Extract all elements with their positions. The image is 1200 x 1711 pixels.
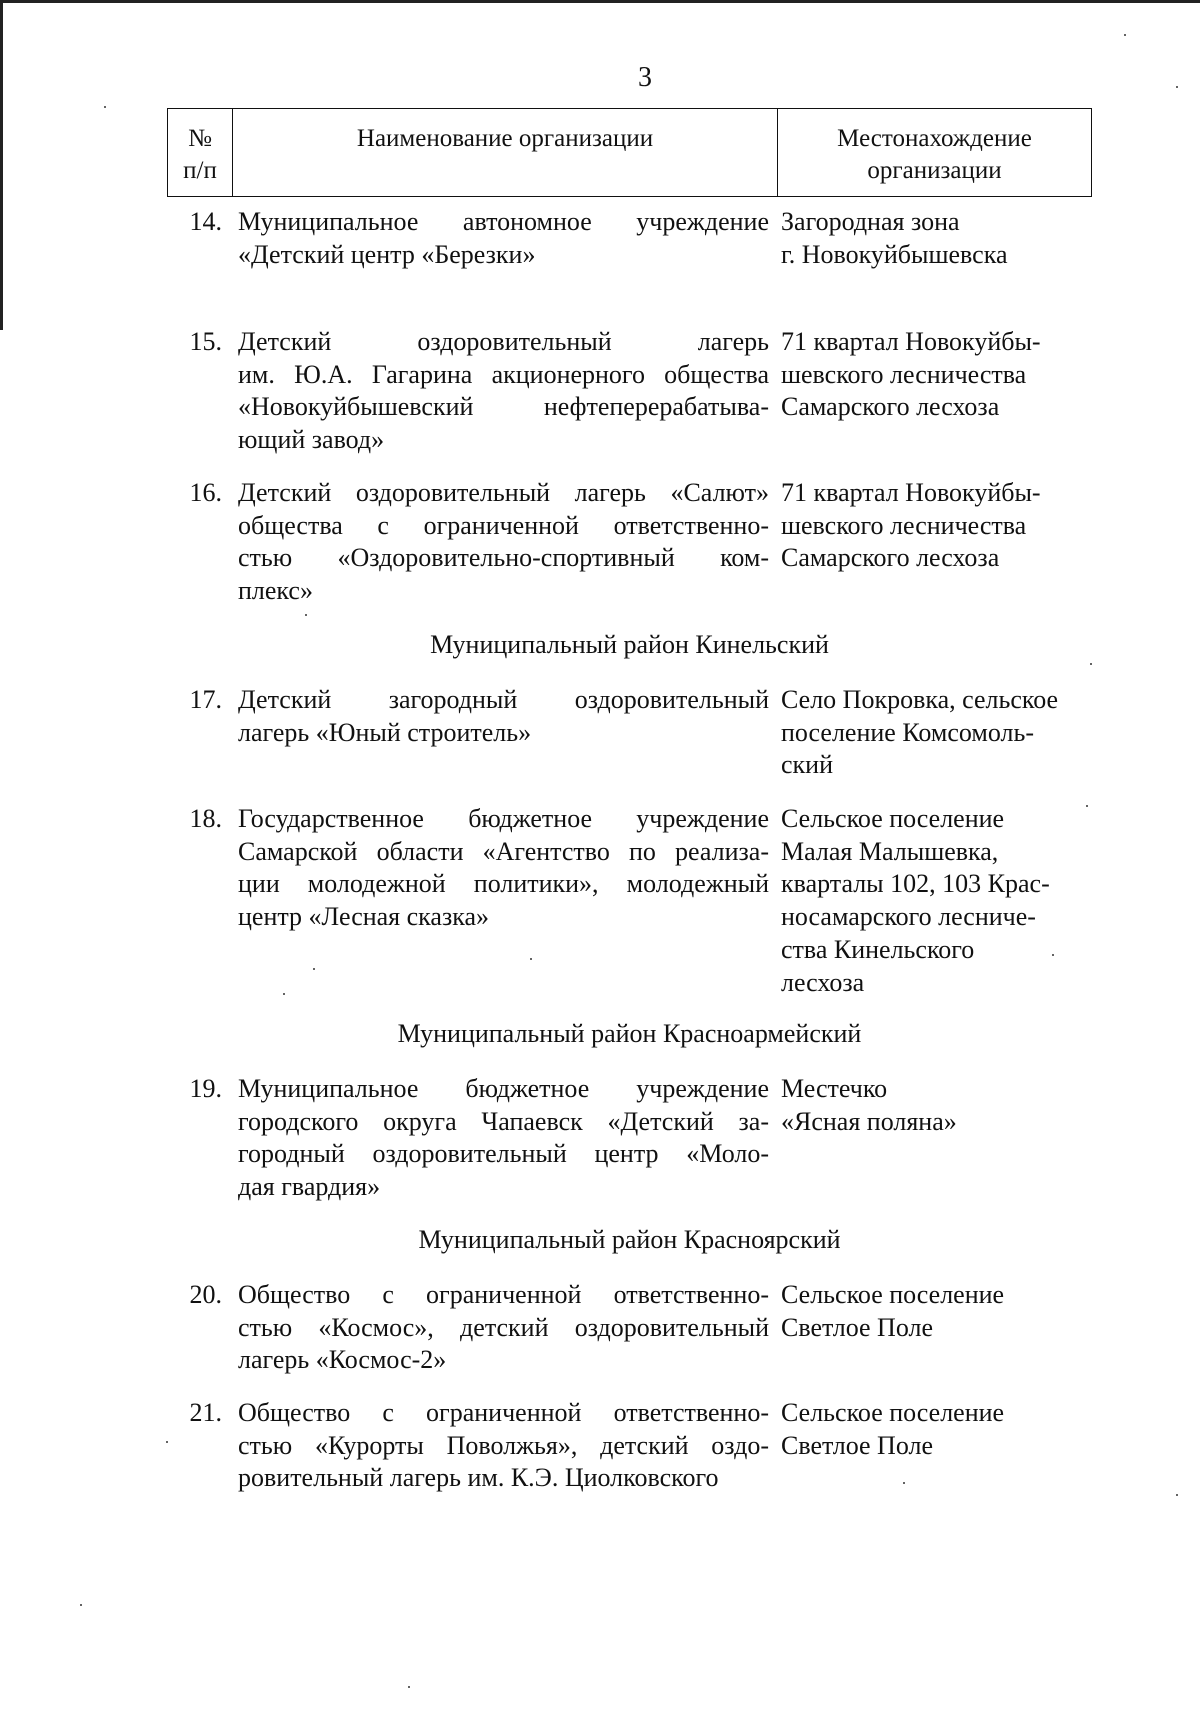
row-organization-name <box>232 684 777 782</box>
name-line: Общество с ограниченной ответственно- <box>238 1398 769 1427</box>
header-location-column <box>778 109 1091 196</box>
scan-edge-left <box>0 0 3 330</box>
name-line: ровительный лагерь им. К.Э. Циолковского <box>238 1463 719 1493</box>
name-line: лагерь «Юный строитель» <box>238 717 532 747</box>
row-organization-name <box>232 477 777 608</box>
row-location <box>777 684 1092 782</box>
scan-edge-top <box>0 0 1200 3</box>
name-line: Самарской области «Агентство по реализа- <box>238 836 769 866</box>
location-line: шевского лесничества <box>781 510 1027 540</box>
name-line: стью «Космос», детский оздоровительный <box>238 1312 769 1342</box>
table-row <box>167 1279 1092 1377</box>
row-location <box>777 477 1092 608</box>
table-row <box>167 1073 1092 1204</box>
row-location <box>777 1279 1092 1377</box>
row-location <box>777 206 1092 271</box>
name-line: общества с ограниченной ответственно- <box>238 510 769 540</box>
row-location <box>777 326 1092 457</box>
name-line: Общество с ограниченной ответственно- <box>238 1280 769 1309</box>
row-number: 15. <box>189 327 222 356</box>
scan-speck <box>1090 663 1092 665</box>
name-line: стью «Курорты Поволжья», детский оздо- <box>238 1430 769 1460</box>
row-organization-name <box>232 326 777 457</box>
table-row <box>167 684 1092 782</box>
location-line: Самарского лесхоза <box>781 543 1000 573</box>
name-line: стью «Оздоровительно-спортивный ком- <box>238 543 769 573</box>
name-line: плекс» <box>238 576 313 606</box>
name-line: Детский оздоровительный лагерь «Салют» <box>238 478 769 507</box>
row-number: 16. <box>189 478 222 507</box>
scan-speck <box>104 106 106 108</box>
scan-speck <box>313 968 315 970</box>
row-location <box>777 1073 1092 1204</box>
location-line: носамарского лесниче- <box>781 902 1036 932</box>
location-line: Малая Малышевка, <box>781 836 999 866</box>
header-number-column <box>168 109 233 196</box>
scan-speck <box>1052 954 1054 956</box>
name-line: дая гвардия» <box>238 1172 381 1202</box>
page-number: 3 <box>638 62 652 93</box>
scan-speck <box>305 614 307 616</box>
name-line: городского округа Чапаевск «Детский за- <box>238 1106 769 1136</box>
scan-speck <box>166 1441 168 1443</box>
location-line: лесхоза <box>781 967 865 997</box>
row-number: 21. <box>189 1398 222 1427</box>
table-row <box>167 477 1092 608</box>
location-line: Светлое Поле <box>781 1430 934 1460</box>
name-line: городный оздоровительный центр «Моло- <box>238 1139 769 1169</box>
table-header <box>167 108 1092 197</box>
location-line: Загородная зона <box>781 207 960 236</box>
location-line: ский <box>781 750 833 780</box>
section-heading: Муниципальный район Красноярский <box>418 1225 841 1254</box>
scan-speck <box>530 958 532 960</box>
name-line: центр «Лесная сказка» <box>238 902 490 932</box>
section-heading: Муниципальный район Красноармейский <box>397 1019 862 1048</box>
name-line: ции молодежной политики», молодежный <box>238 869 769 899</box>
row-number: 14. <box>189 207 222 236</box>
row-organization-name <box>232 206 777 271</box>
row-organization-name <box>232 1279 777 1377</box>
row-location <box>777 803 1092 999</box>
location-line: кварталы 102, 103 Крас- <box>781 869 1050 899</box>
scan-speck <box>1176 86 1178 88</box>
row-number: 20. <box>189 1280 222 1309</box>
name-line: Детский загородный оздоровительный <box>238 685 769 714</box>
scan-speck <box>1176 1494 1178 1496</box>
header-number-label: № <box>188 125 212 152</box>
location-line: поселение Комсомоль- <box>781 717 1034 747</box>
table-row <box>167 1397 1092 1495</box>
location-line: Село Покровка, сельское <box>781 685 1059 714</box>
name-line: Государственное бюджетное учреждение <box>238 804 769 833</box>
location-line: Сельское поселение <box>781 1280 1005 1309</box>
location-line: Светлое Поле <box>781 1312 934 1342</box>
row-organization-name <box>232 1397 777 1495</box>
scan-speck <box>283 993 285 995</box>
location-line: Сельское поселение <box>781 804 1005 833</box>
scan-speck <box>903 1482 905 1484</box>
table-row <box>167 326 1092 457</box>
location-line: 71 квартал Новокуйбы- <box>781 327 1041 356</box>
header-location-label: Местонахождение <box>837 125 1032 152</box>
row-organization-name <box>232 1073 777 1204</box>
name-line: ющий завод» <box>238 425 385 455</box>
row-location <box>777 1397 1092 1495</box>
header-number-sublabel: п/п <box>183 157 217 184</box>
name-line: им. Ю.А. Гагарина акционерного общества <box>238 359 769 389</box>
scan-speck <box>1124 34 1126 36</box>
scan-speck <box>1086 805 1088 807</box>
table-row <box>167 206 1092 271</box>
name-line: Муниципальное автономное учреждение <box>238 207 769 236</box>
table-row <box>167 803 1092 999</box>
header-location-sublabel: организации <box>867 157 1002 184</box>
name-line: Детский оздоровительный лагерь <box>238 327 769 356</box>
header-name-column <box>233 109 778 196</box>
row-number: 18. <box>189 804 222 833</box>
scan-speck <box>80 1604 82 1606</box>
location-line: Местечко <box>781 1074 888 1103</box>
name-line: «Детский центр «Березки» <box>238 239 536 269</box>
name-line: лагерь «Космос-2» <box>238 1345 447 1375</box>
location-line: ства Кинельского <box>781 934 975 964</box>
location-line: 71 квартал Новокуйбы- <box>781 478 1041 507</box>
header-name-label: Наименование организации <box>356 125 654 152</box>
location-line: г. Новокуйбышевска <box>781 239 1008 269</box>
name-line: «Новокуйбышевский нефтеперерабатыва- <box>238 392 769 422</box>
location-line: шевского лесничества <box>781 359 1027 389</box>
scan-speck <box>408 1686 410 1688</box>
location-line: Самарского лесхоза <box>781 392 1000 422</box>
section-heading: Муниципальный район Кинельский <box>430 630 829 659</box>
location-line: Сельское поселение <box>781 1398 1005 1427</box>
location-line: «Ясная поляна» <box>781 1106 957 1136</box>
row-number: 19. <box>189 1074 222 1103</box>
row-number: 17. <box>189 685 222 714</box>
name-line: Муниципальное бюджетное учреждение <box>238 1074 769 1103</box>
